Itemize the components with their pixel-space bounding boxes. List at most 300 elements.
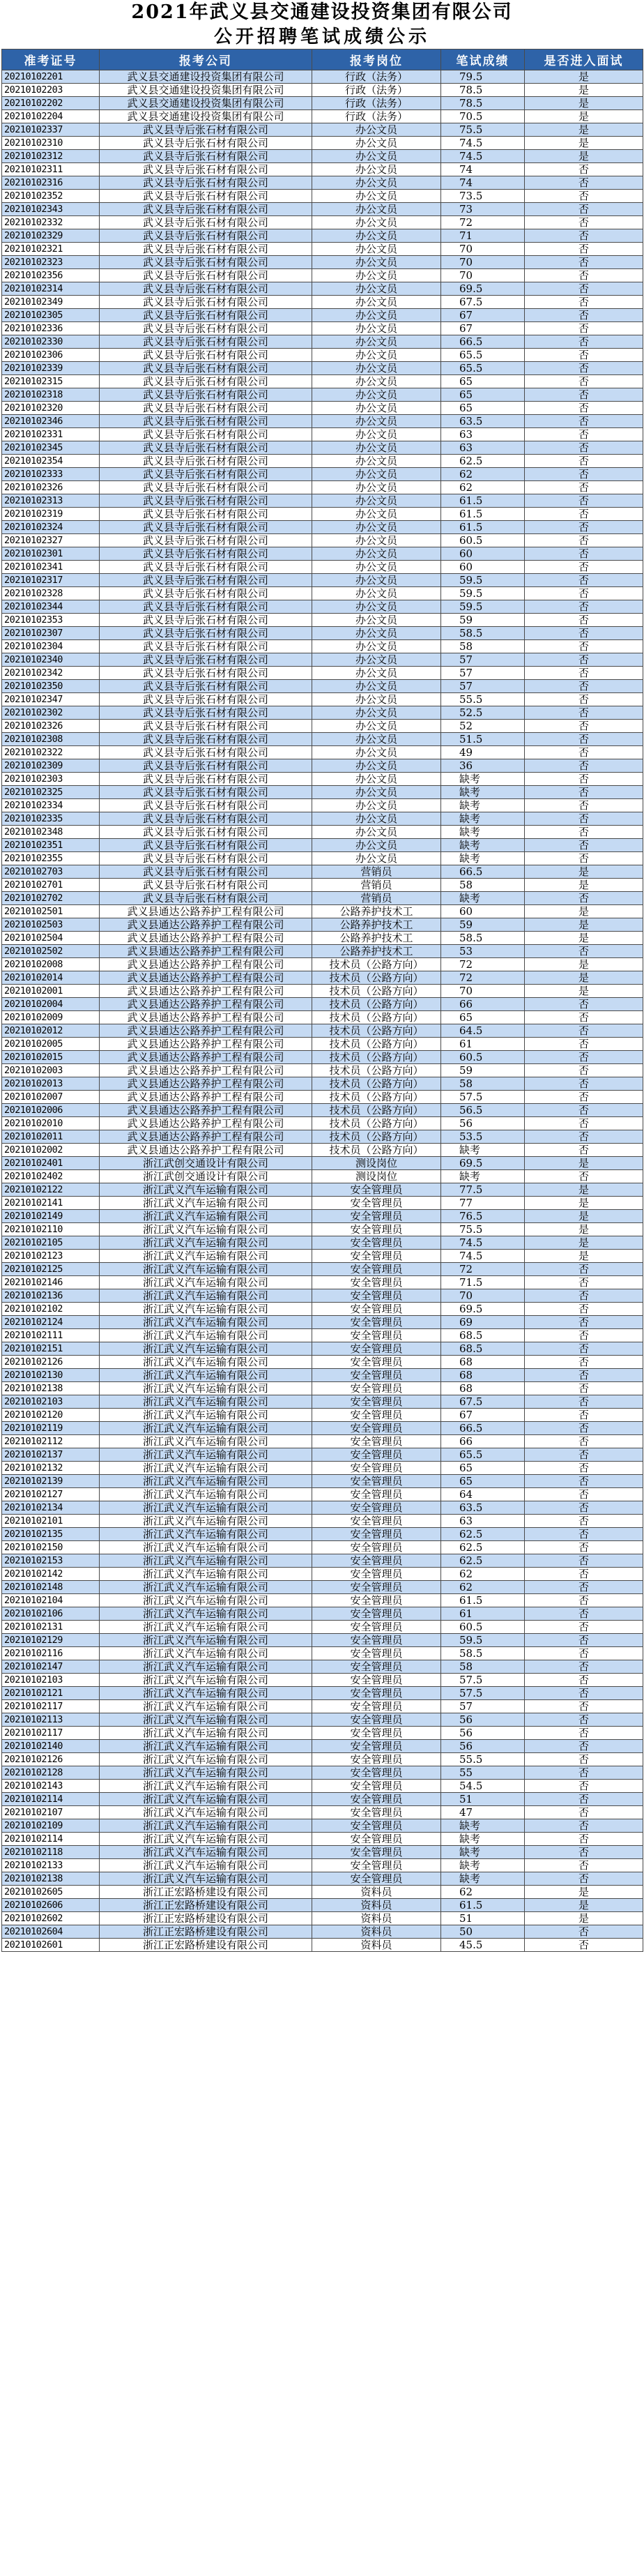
exam-id-cell: 20210102132	[2, 1462, 100, 1475]
company-cell: 武义县寺后张石材有限公司	[100, 600, 312, 614]
company-cell: 浙江武义汽车运输有限公司	[100, 1581, 312, 1594]
interview-cell: 否	[525, 1435, 643, 1448]
score-cell: 缺考	[441, 1170, 525, 1183]
exam-id-cell: 20210102310	[2, 137, 100, 150]
score-cell: 60.5	[441, 534, 525, 547]
table-row	[2, 945, 643, 958]
interview-cell: 否	[525, 1303, 643, 1316]
score-cell: 61.5	[441, 508, 525, 521]
company-cell: 武义县寺后张石材有限公司	[100, 216, 312, 229]
position-cell: 办公文员	[312, 335, 441, 349]
table-row	[2, 1130, 643, 1144]
table-row	[2, 1197, 643, 1210]
exam-id-cell: 20210102325	[2, 786, 100, 799]
table-row	[2, 190, 643, 203]
company-cell: 武义县寺后张石材有限公司	[100, 123, 312, 137]
score-cell: 57	[441, 653, 525, 667]
exam-id-cell: 20210102136	[2, 1289, 100, 1303]
interview-cell: 否	[525, 839, 643, 852]
table-row	[2, 1819, 643, 1833]
position-cell: 营销员	[312, 892, 441, 905]
exam-id-cell: 20210102103	[2, 1395, 100, 1409]
table-row	[2, 1091, 643, 1104]
score-cell: 66	[441, 998, 525, 1011]
exam-id-cell: 20210102312	[2, 150, 100, 163]
score-cell: 72	[441, 216, 525, 229]
position-cell: 办公文员	[312, 547, 441, 561]
exam-id-cell: 20210102130	[2, 1369, 100, 1382]
position-cell: 行政（法务）	[312, 97, 441, 110]
score-cell: 58	[441, 1660, 525, 1674]
position-cell: 行政（法务）	[312, 84, 441, 97]
exam-id-cell: 20210102306	[2, 349, 100, 362]
table-row	[2, 1369, 643, 1382]
table-row	[2, 176, 643, 190]
position-cell: 技术员（公路方向）	[312, 971, 441, 985]
exam-id-cell: 20210102141	[2, 1197, 100, 1210]
table-row	[2, 1740, 643, 1753]
position-cell: 安全管理员	[312, 1581, 441, 1594]
score-cell: 58.5	[441, 627, 525, 640]
score-cell: 75.5	[441, 1223, 525, 1236]
table-row	[2, 1554, 643, 1568]
score-cell: 70	[441, 1289, 525, 1303]
table-row	[2, 786, 643, 799]
table-row	[2, 1448, 643, 1462]
exam-id-cell: 20210102330	[2, 335, 100, 349]
score-cell: 55	[441, 1766, 525, 1780]
position-cell: 资料员	[312, 1899, 441, 1912]
company-cell: 武义县交通建设投资集团有限公司	[100, 110, 312, 123]
table-row	[2, 627, 643, 640]
position-cell: 办公文员	[312, 190, 441, 203]
score-cell: 62	[441, 1886, 525, 1899]
position-cell: 安全管理员	[312, 1634, 441, 1647]
position-cell: 公路养护技术工	[312, 905, 441, 918]
exam-id-cell: 20210102348	[2, 826, 100, 839]
score-cell: 65.5	[441, 1448, 525, 1462]
exam-id-cell: 20210102134	[2, 1501, 100, 1515]
position-cell: 办公文员	[312, 812, 441, 826]
company-cell: 武义县寺后张石材有限公司	[100, 547, 312, 561]
position-cell: 办公文员	[312, 508, 441, 521]
position-cell: 办公文员	[312, 587, 441, 600]
exam-id-cell: 20210102149	[2, 1210, 100, 1223]
company-cell: 武义县寺后张石材有限公司	[100, 243, 312, 256]
interview-cell: 否	[525, 1647, 643, 1660]
interview-cell: 是	[525, 1899, 643, 1912]
interview-cell: 否	[525, 1144, 643, 1157]
table-row	[2, 1276, 643, 1289]
interview-cell: 否	[525, 1276, 643, 1289]
score-cell: 36	[441, 759, 525, 773]
company-cell: 武义县寺后张石材有限公司	[100, 879, 312, 892]
position-cell: 安全管理员	[312, 1435, 441, 1448]
table-row	[2, 958, 643, 971]
position-cell: 办公文员	[312, 852, 441, 865]
table-row	[2, 1793, 643, 1806]
interview-cell: 否	[525, 561, 643, 574]
interview-cell: 否	[525, 1024, 643, 1038]
interview-cell: 否	[525, 746, 643, 759]
interview-cell: 是	[525, 1183, 643, 1197]
interview-cell: 否	[525, 1819, 643, 1833]
company-cell: 浙江武义汽车运输有限公司	[100, 1700, 312, 1713]
position-cell: 技术员（公路方向）	[312, 1038, 441, 1051]
exam-id-cell: 20210102203	[2, 84, 100, 97]
table-row	[2, 97, 643, 110]
table-row	[2, 918, 643, 932]
interview-cell: 否	[525, 1727, 643, 1740]
score-cell: 56	[441, 1713, 525, 1727]
score-cell: 缺考	[441, 1819, 525, 1833]
exam-id-cell: 20210102326	[2, 481, 100, 494]
table-row	[2, 600, 643, 614]
exam-id-cell: 20210102119	[2, 1422, 100, 1435]
score-cell: 56	[441, 1740, 525, 1753]
score-cell: 57.5	[441, 1674, 525, 1687]
interview-cell: 否	[525, 1687, 643, 1700]
interview-cell: 是	[525, 1223, 643, 1236]
score-cell: 56	[441, 1727, 525, 1740]
interview-cell: 否	[525, 216, 643, 229]
interview-cell: 否	[525, 1607, 643, 1621]
company-cell: 浙江武义汽车运输有限公司	[100, 1501, 312, 1515]
table-row	[2, 1700, 643, 1713]
exam-id-cell: 20210102004	[2, 998, 100, 1011]
company-cell: 武义县寺后张石材有限公司	[100, 892, 312, 905]
exam-id-cell: 20210102308	[2, 733, 100, 746]
exam-id-cell: 20210102003	[2, 1064, 100, 1077]
interview-cell: 是	[525, 150, 643, 163]
exam-id-cell: 20210102133	[2, 1859, 100, 1872]
exam-id-cell: 20210102124	[2, 1316, 100, 1329]
company-cell: 武义县通达公路养护工程有限公司	[100, 905, 312, 918]
company-cell: 武义县通达公路养护工程有限公司	[100, 985, 312, 998]
company-cell: 武义县寺后张石材有限公司	[100, 468, 312, 481]
interview-cell: 否	[525, 203, 643, 216]
company-cell: 浙江武义汽车运输有限公司	[100, 1687, 312, 1700]
interview-cell: 是	[525, 1250, 643, 1263]
company-cell: 武义县寺后张石材有限公司	[100, 402, 312, 415]
interview-cell: 否	[525, 229, 643, 243]
score-cell: 58.5	[441, 932, 525, 945]
interview-cell: 否	[525, 733, 643, 746]
score-cell: 65	[441, 1462, 525, 1475]
table-row	[2, 388, 643, 402]
exam-id-cell: 20210102347	[2, 693, 100, 706]
exam-id-cell: 20210102139	[2, 1475, 100, 1488]
score-cell: 缺考	[441, 1872, 525, 1886]
interview-cell: 否	[525, 759, 643, 773]
interview-cell: 否	[525, 1011, 643, 1024]
exam-id-cell: 20210102503	[2, 918, 100, 932]
table-row	[2, 799, 643, 812]
interview-cell: 是	[525, 1157, 643, 1170]
company-cell: 武义县通达公路养护工程有限公司	[100, 1011, 312, 1024]
column-header-exam-id: 准考证号	[2, 50, 100, 70]
score-cell: 77.5	[441, 1183, 525, 1197]
score-cell: 60	[441, 547, 525, 561]
company-cell: 武义县寺后张石材有限公司	[100, 759, 312, 773]
company-cell: 武义县寺后张石材有限公司	[100, 799, 312, 812]
position-cell: 安全管理员	[312, 1674, 441, 1687]
interview-cell: 否	[525, 1289, 643, 1303]
exam-id-cell: 20210102504	[2, 932, 100, 945]
score-cell: 66	[441, 1435, 525, 1448]
table-row	[2, 1872, 643, 1886]
company-cell: 浙江武创交通设计有限公司	[100, 1157, 312, 1170]
interview-cell: 否	[525, 1117, 643, 1130]
interview-cell: 否	[525, 415, 643, 428]
table-row	[2, 971, 643, 985]
score-cell: 77	[441, 1197, 525, 1210]
interview-cell: 是	[525, 1236, 643, 1250]
interview-cell: 是	[525, 70, 643, 84]
interview-cell: 是	[525, 918, 643, 932]
position-cell: 安全管理员	[312, 1382, 441, 1395]
interview-cell: 是	[525, 1886, 643, 1899]
exam-id-cell: 20210102311	[2, 163, 100, 176]
score-cell: 62.5	[441, 1554, 525, 1568]
interview-cell: 否	[525, 826, 643, 839]
score-cell: 75.5	[441, 123, 525, 137]
interview-cell: 否	[525, 574, 643, 587]
table-row	[2, 1077, 643, 1091]
exam-id-cell: 20210102345	[2, 441, 100, 455]
company-cell: 武义县寺后张石材有限公司	[100, 322, 312, 335]
interview-cell: 否	[525, 1780, 643, 1793]
position-cell: 安全管理员	[312, 1660, 441, 1674]
interview-cell: 否	[525, 1674, 643, 1687]
exam-id-cell: 20210102117	[2, 1727, 100, 1740]
position-cell: 安全管理员	[312, 1197, 441, 1210]
table-row	[2, 1462, 643, 1475]
score-cell: 56.5	[441, 1104, 525, 1117]
position-cell: 安全管理员	[312, 1342, 441, 1356]
exam-id-cell: 20210102324	[2, 521, 100, 534]
position-cell: 办公文员	[312, 388, 441, 402]
position-cell: 营销员	[312, 865, 441, 879]
company-cell: 武义县寺后张石材有限公司	[100, 163, 312, 176]
exam-id-cell: 20210102013	[2, 1077, 100, 1091]
position-cell: 办公文员	[312, 759, 441, 773]
table-row	[2, 640, 643, 653]
position-cell: 办公文员	[312, 481, 441, 494]
position-cell: 安全管理员	[312, 1687, 441, 1700]
company-cell: 武义县通达公路养护工程有限公司	[100, 1064, 312, 1077]
company-cell: 武义县寺后张石材有限公司	[100, 388, 312, 402]
table-row	[2, 322, 643, 335]
position-cell: 办公文员	[312, 706, 441, 720]
exam-id-cell: 20210102009	[2, 1011, 100, 1024]
table-row	[2, 1660, 643, 1674]
score-cell: 69.5	[441, 282, 525, 296]
score-cell: 58	[441, 879, 525, 892]
interview-cell: 否	[525, 1130, 643, 1144]
position-cell: 技术员（公路方向）	[312, 1024, 441, 1038]
table-row	[2, 1051, 643, 1064]
table-row	[2, 720, 643, 733]
exam-id-cell: 20210102318	[2, 388, 100, 402]
score-cell: 78.5	[441, 97, 525, 110]
table-row	[2, 1104, 643, 1117]
table-row	[2, 653, 643, 667]
score-cell: 62.5	[441, 455, 525, 468]
interview-cell: 否	[525, 706, 643, 720]
position-cell: 测设岗位	[312, 1157, 441, 1170]
table-row	[2, 415, 643, 428]
score-cell: 61.5	[441, 1594, 525, 1607]
interview-cell: 否	[525, 1554, 643, 1568]
company-cell: 浙江武义汽车运输有限公司	[100, 1674, 312, 1687]
score-cell: 69.5	[441, 1303, 525, 1316]
score-cell: 63.5	[441, 415, 525, 428]
position-cell: 办公文员	[312, 494, 441, 508]
position-cell: 办公文员	[312, 322, 441, 335]
interview-cell: 否	[525, 1104, 643, 1117]
position-cell: 技术员（公路方向）	[312, 958, 441, 971]
position-cell: 资料员	[312, 1939, 441, 1952]
company-cell: 武义县寺后张石材有限公司	[100, 521, 312, 534]
exam-id-cell: 20210102342	[2, 667, 100, 680]
position-cell: 安全管理员	[312, 1819, 441, 1833]
company-cell: 武义县寺后张石材有限公司	[100, 349, 312, 362]
company-cell: 浙江武义汽车运输有限公司	[100, 1660, 312, 1674]
position-cell: 资料员	[312, 1886, 441, 1899]
position-cell: 办公文员	[312, 720, 441, 733]
interview-cell: 否	[525, 468, 643, 481]
interview-cell: 是	[525, 1210, 643, 1223]
interview-cell: 是	[525, 123, 643, 137]
exam-id-cell: 20210102002	[2, 1144, 100, 1157]
position-cell: 技术员（公路方向）	[312, 1077, 441, 1091]
table-row	[2, 375, 643, 388]
table-row	[2, 1342, 643, 1356]
position-cell: 办公文员	[312, 614, 441, 627]
position-cell: 办公文员	[312, 269, 441, 282]
table-row	[2, 1183, 643, 1197]
interview-cell: 否	[525, 362, 643, 375]
score-cell: 70	[441, 985, 525, 998]
exam-id-cell: 20210102314	[2, 282, 100, 296]
exam-id-cell: 20210102317	[2, 574, 100, 587]
interview-cell: 否	[525, 1793, 643, 1806]
company-cell: 浙江武义汽车运输有限公司	[100, 1223, 312, 1236]
score-cell: 59	[441, 1064, 525, 1077]
score-cell: 59	[441, 918, 525, 932]
score-cell: 70.5	[441, 110, 525, 123]
score-cell: 69	[441, 1316, 525, 1329]
table-row	[2, 269, 643, 282]
exam-id-cell: 20210102137	[2, 1448, 100, 1462]
table-row	[2, 1912, 643, 1925]
interview-cell: 否	[525, 322, 643, 335]
score-cell: 52.5	[441, 706, 525, 720]
position-cell: 办公文员	[312, 455, 441, 468]
company-cell: 武义县通达公路养护工程有限公司	[100, 945, 312, 958]
score-cell: 65	[441, 402, 525, 415]
interview-cell: 否	[525, 190, 643, 203]
interview-cell: 否	[525, 998, 643, 1011]
table-row	[2, 229, 643, 243]
interview-cell: 否	[525, 1594, 643, 1607]
company-cell: 浙江武义汽车运输有限公司	[100, 1621, 312, 1634]
company-cell: 武义县通达公路养护工程有限公司	[100, 1024, 312, 1038]
company-cell: 武义县寺后张石材有限公司	[100, 203, 312, 216]
exam-id-cell: 20210102605	[2, 1886, 100, 1899]
score-cell: 74.5	[441, 1236, 525, 1250]
score-cell: 51.5	[441, 733, 525, 746]
interview-cell: 否	[525, 945, 643, 958]
position-cell: 办公文员	[312, 534, 441, 547]
exam-id-cell: 20210102323	[2, 256, 100, 269]
company-cell: 浙江武义汽车运输有限公司	[100, 1554, 312, 1568]
company-cell: 浙江正宏路桥建设有限公司	[100, 1912, 312, 1925]
table-row	[2, 1064, 643, 1077]
company-cell: 浙江武义汽车运输有限公司	[100, 1210, 312, 1223]
score-cell: 49	[441, 746, 525, 759]
company-cell: 武义县寺后张石材有限公司	[100, 362, 312, 375]
position-cell: 技术员（公路方向）	[312, 1091, 441, 1104]
score-cell: 65	[441, 1011, 525, 1024]
company-cell: 浙江武义汽车运输有限公司	[100, 1448, 312, 1462]
score-cell: 63	[441, 441, 525, 455]
company-cell: 浙江武义汽车运输有限公司	[100, 1276, 312, 1289]
exam-id-cell: 20210102604	[2, 1925, 100, 1939]
table-row	[2, 1157, 643, 1170]
exam-id-cell: 20210102127	[2, 1488, 100, 1501]
exam-id-cell: 20210102121	[2, 1687, 100, 1700]
interview-cell: 否	[525, 402, 643, 415]
company-cell: 浙江武义汽车运输有限公司	[100, 1316, 312, 1329]
score-cell: 67	[441, 322, 525, 335]
company-cell: 武义县寺后张石材有限公司	[100, 865, 312, 879]
table-row	[2, 1422, 643, 1435]
score-cell: 62.5	[441, 1528, 525, 1541]
company-cell: 浙江武义汽车运输有限公司	[100, 1435, 312, 1448]
position-cell: 办公文员	[312, 574, 441, 587]
table-row	[2, 1713, 643, 1727]
interview-cell: 否	[525, 1621, 643, 1634]
position-cell: 安全管理员	[312, 1515, 441, 1528]
position-cell: 办公文员	[312, 123, 441, 137]
position-cell: 安全管理员	[312, 1236, 441, 1250]
exam-id-cell: 20210102343	[2, 203, 100, 216]
score-cell: 68	[441, 1382, 525, 1395]
company-cell: 浙江武义汽车运输有限公司	[100, 1780, 312, 1793]
company-cell: 武义县寺后张石材有限公司	[100, 680, 312, 693]
company-cell: 浙江武义汽车运输有限公司	[100, 1846, 312, 1859]
position-cell: 办公文员	[312, 176, 441, 190]
position-cell: 安全管理员	[312, 1780, 441, 1793]
exam-id-cell: 20210102112	[2, 1435, 100, 1448]
interview-cell: 否	[525, 428, 643, 441]
company-cell: 武义县寺后张石材有限公司	[100, 176, 312, 190]
score-cell: 74	[441, 163, 525, 176]
table-row	[2, 282, 643, 296]
exam-id-cell: 20210102012	[2, 1024, 100, 1038]
position-cell: 办公文员	[312, 653, 441, 667]
exam-id-cell: 20210102334	[2, 799, 100, 812]
position-cell: 安全管理员	[312, 1528, 441, 1541]
position-cell: 办公文员	[312, 786, 441, 799]
score-cell: 64.5	[441, 1024, 525, 1038]
interview-cell: 否	[525, 375, 643, 388]
company-cell: 武义县通达公路养护工程有限公司	[100, 1051, 312, 1064]
table-row	[2, 521, 643, 534]
score-cell: 缺考	[441, 1833, 525, 1846]
